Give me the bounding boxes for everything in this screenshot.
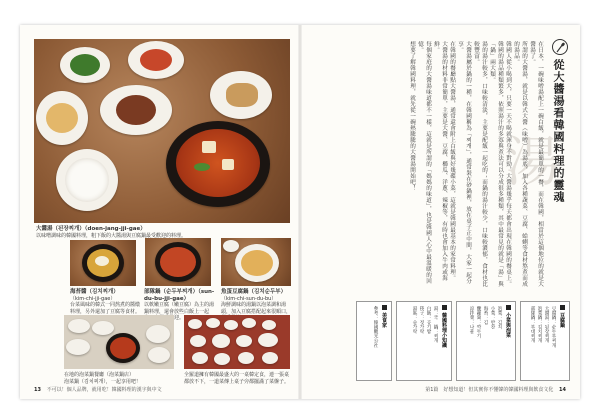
info-box-3-line: 白飯：공기밥	[426, 306, 431, 334]
main-caption-title: 大醬湯（된장찌개）（doen-jang-jji-gae）	[36, 226, 146, 232]
body-paragraph-8: 大醬湯的材料非常簡單，主要是大醬、豆腐、櫛瓜、洋蔥、辣椒等，有時也會加入牛肉或海鮮。	[433, 41, 447, 281]
chapter-icon	[552, 39, 568, 55]
thumb-kimchi-stew	[70, 240, 136, 286]
info-box-1-line: 部隊鍋：부대찌개	[530, 306, 535, 343]
info-box-2-line: 小菜：반찬	[490, 306, 495, 329]
main-food-photo	[34, 39, 290, 223]
info-box-2-line: 涼拌菜：나물	[469, 306, 474, 334]
body-paragraph-4: 韓國的湯品種類繁多，依照湯汁的多寡與煮法可以分成很多種類，其中最常見的就是「湯」與「鍋」兩大類。	[489, 41, 503, 287]
right-running-head: 第1篇 好想知道！但其實你不懂韓的韓國料理與飲食文化	[425, 387, 554, 393]
info-box-1-line: 大醬湯：된장찌개	[544, 306, 549, 343]
left-footer	[34, 386, 162, 393]
dish-fish	[210, 71, 272, 119]
restaurant-caption-line2: 泡菜鍋（김치찌개），一起享用吧！	[64, 378, 141, 385]
body-paragraph-6: 大醬湯屬於鍋的一種，在韓國稱為「찌개」，通常裝在砂鍋裡，放在桌子正中間，大家一起分享。	[457, 41, 471, 285]
info-box-3-title-text: 韓國料理小知識	[441, 312, 447, 348]
thumb-caption-1	[70, 289, 140, 315]
right-footer	[425, 386, 566, 393]
dish-rice	[56, 149, 118, 211]
info-box-3-text	[411, 306, 439, 378]
spoon-icon	[553, 41, 567, 55]
thumb-caption-2-title: 部隊鍋（순두부찌개）（sun-du-bu-jji-gae）	[144, 289, 215, 302]
info-box-1-line: 豆腐鍋：순두부찌개	[551, 306, 556, 348]
body-paragraph-2: 所謂的大醬湯，就是以韓式大醬（味噌）為湯底，加入各種蔬菜、豆腐、蛤蜊等食材熬煮而成的湯品。	[513, 41, 527, 287]
restaurant-photo	[64, 315, 174, 369]
thumb-budae	[145, 238, 211, 286]
info-box-1-line: 泡菜鍋：김치찌개	[537, 306, 542, 343]
info-box-2-text	[468, 306, 503, 378]
thumb-caption-1-text: （kim-chi-jji-gae） 台菜風味的韓式一同熬煮的醬燉料理，另外還加了豆腐等食材。	[70, 295, 141, 315]
info-box-4-text	[372, 306, 379, 378]
info-box-4-title	[381, 305, 388, 328]
stew-pot	[166, 121, 270, 207]
left-running-head: 不可以！個人品牌，就用吃！韓國料理的漢字與中文	[46, 387, 162, 393]
main-caption-text: 以味噌調味的韓國料理，粗下飯的大醬湯與豆腐鍋最受歡迎的料理。	[36, 232, 187, 239]
body-paragraph-10: 想要了解韓國料理，就先從一碗熱騰騰的大醬湯開始吧！	[409, 41, 415, 191]
thumb-seafood-tofu	[221, 238, 291, 286]
info-box-1-title-text: 豆腐鍋	[559, 312, 565, 328]
hanjeongsik-caption	[184, 372, 292, 385]
watermark-character: 湯	[497, 133, 560, 187]
info-box-4-title-text: 美食家	[381, 312, 387, 328]
hanjeongsik-caption-text: 全羅道擁有韓國最盛大的一桌韓定食，連一張桌都放不下，一道菜傳上桌子旁都擺滿了菜盤子。	[184, 372, 290, 385]
info-box-2	[456, 301, 516, 381]
info-box-3-line: 筷子：젓가락	[419, 306, 424, 334]
info-box-3-line: 湯匙：숟가락	[412, 306, 417, 334]
thumb-caption-1-title: 海苔醬（김치찌개）	[70, 289, 119, 295]
info-box-2-line: 海苔：김	[483, 306, 488, 325]
info-box-2-line: 泡菜：김치	[497, 306, 502, 329]
info-box-2-line: 醃蘿蔔：깍두기	[476, 306, 481, 339]
restaurant-caption	[64, 372, 176, 385]
info-box-3-title	[441, 305, 448, 348]
body-paragraph-1: 在日本，一碗味噌湯配上一碗白飯，就是最簡單的一餐，而在韓國，相當於這個地位的就是大醬湯了。	[529, 41, 543, 287]
thumb-caption-3-text: （kim-chi-sun-du-bu） 海鮮調味的湯鍋以泡菜調和湯頭，加入豆腐搭配起來很順口，	[221, 295, 292, 315]
dish-kimchi	[128, 41, 184, 79]
article-title: 從大醬湯看韓國料理的靈魂	[552, 59, 565, 203]
article-body	[358, 41, 544, 291]
book-spread	[20, 25, 580, 399]
info-box-3	[396, 301, 452, 381]
info-box-4-line: 參考：韓國觀光公社	[373, 306, 378, 348]
right-page-number: 14	[559, 387, 566, 393]
info-box-1-text	[529, 306, 557, 378]
body-paragraph-3: 韓國人從小喝到大，只要一天不喝就渾身不對勁，大醬湯幾乎每天都會出現在韓國的餐桌上。	[505, 41, 511, 287]
dish-radish	[36, 91, 88, 145]
info-box-3-line: 湯：국 鍋：찌개	[433, 306, 438, 343]
left-page	[20, 25, 300, 399]
restaurant-caption-line1: 在地的泡菜鍋餐廳（泡菜鍋店）	[64, 372, 135, 378]
hanjeongsik-photo	[184, 315, 290, 369]
dish-braised	[100, 85, 172, 135]
info-box-1-title	[559, 305, 566, 328]
dish-spinach	[60, 47, 110, 83]
left-page-number: 13	[34, 387, 41, 393]
info-box-4	[356, 301, 392, 381]
info-box-2-title	[505, 305, 512, 338]
body-paragraph-9: 每個家庭的大醬湯味道都不一樣，這就是所謂的「媽媽的味道」，也是韓國人心中最溫暖的回憶。	[417, 41, 431, 285]
thumb-caption-2-text: 以軟嫩豆腐（嫩豆腐）為主的湯鍋料理，還會放些白飯上一起 歡迎。	[144, 302, 215, 321]
info-box-1	[520, 301, 570, 381]
body-paragraph-7: 在韓國的餐廳點大醬湯，通常還會附上白飯與好幾碟小菜，這就是韓國最基本的家常料理。	[449, 41, 455, 281]
info-box-2-title-text: 小菜與泡菜	[505, 312, 511, 338]
body-paragraph-5: 湯的湯汁較多，口味較清淡，主要是配飯一起吃的；而鍋的湯汁較少，口味較濃郁，食材也比較豐富。	[473, 41, 487, 287]
thumb-caption-3-title: 魚蛋豆腐鍋（김치순두부）	[221, 289, 287, 295]
right-page	[300, 25, 580, 399]
